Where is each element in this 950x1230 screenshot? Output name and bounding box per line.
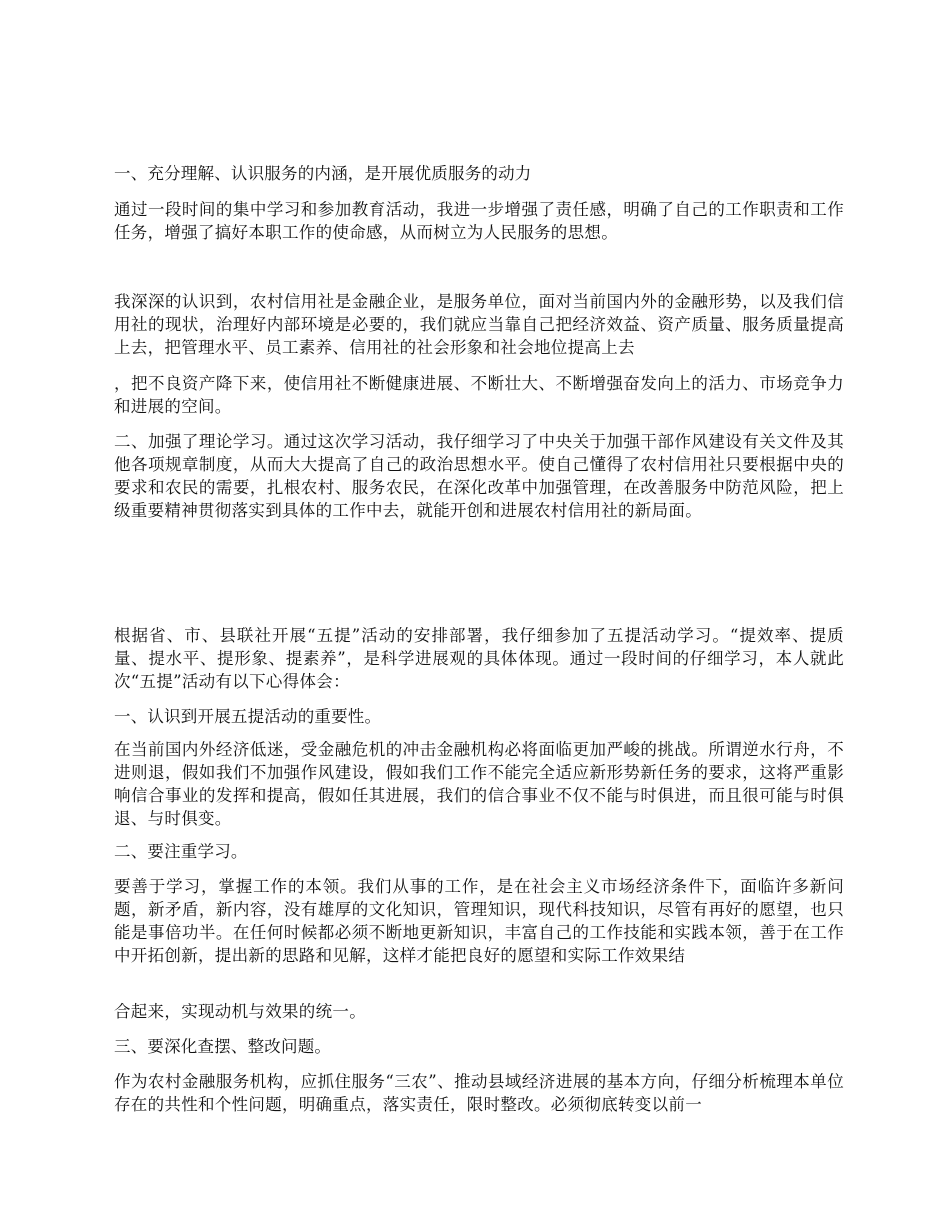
paragraph-study-intro: 通过一段时间的集中学习和参加教育活动，我进一步增强了责任感，明确了自己的工作职责和工作任务，增强了搞好本职工作的使命感，从而树立为人民服务的思想。 <box>114 200 844 242</box>
paragraph-motive-effect: 合起来，实现动机与效果的统一。 <box>114 1002 366 1021</box>
paragraph-five-improvements-intro: 根据省、市、县联社开展“五提”活动的安排部署，我仔细参加了五提活动学习。“提效率、提质量、提水平、提形象、提素养”，是科学进展观的具体体现。通过一段时间的仔细学习，本人就此次“五提”活动有以下心得体会： <box>114 626 844 691</box>
paragraph-rural-finance: 作为农村金融服务机构，应抓住服务“三农”、推动县域经济进展的基本方向，仔细分析梳理本单位存在的共性和个性问题，明确重点，落实责任，限时整改。必须彻底转变以前一 <box>114 1072 844 1114</box>
paragraph-theory-study: 二、加强了理论学习。通过这次学习活动，我仔细学习了中央关于加强干部作风建设有关文件及其他各项规章制度，从而大大提高了自己的政治思想水平。使自己懂得了农村信用社只要根据中央的要求和农民的需要，扎根农村、服务农民，在深化改革中加强管理，在改善服务中防范风险，把上级重要精神贯彻落实到具体的工作中去，就能开创和进展农村信用社的新局面。 <box>114 432 844 520</box>
section-heading-importance: 一、认识到开展五提活动的重要性。 <box>114 707 382 726</box>
section-heading-rectify-problems: 三、要深化查摆、整改问题。 <box>114 1037 332 1056</box>
paragraph-credit-union-role: 我深深的认识到，农村信用社是金融企业，是服务单位，面对当前国内外的金融形势，以及我们信用社的现状，治理好内部环境是必要的，我们就应当靠自己把经济效益、资产质量、服务质量提高上去，把管理水平、员工素养、信用社的社会形象和社会地位提高上去 <box>114 292 844 357</box>
paragraph-economic-challenge: 在当前国内外经济低迷，受金融危机的冲击金融机构必将面临更加严峻的挑战。所谓逆水行舟，不进则退，假如我们不加强作风建设，假如我们工作不能完全适应新形势新任务的要求，这将严重影响信合事业的发挥和提高，假如任其进展，我们的信合事业不仅不能与时俱进，而且很可能与时俱退、与时俱变。 <box>114 740 844 828</box>
paragraph-reduce-bad-assets: ，把不良资产降下来，使信用社不断健康进展、不断壮大、不断增强奋发向上的活力、市场竞争力和进展的空间。 <box>114 374 844 416</box>
section-heading-focus-learning: 二、要注重学习。 <box>114 842 248 861</box>
paragraph-learning-skills: 要善于学习，掌握工作的本领。我们从事的工作，是在社会主义市场经济条件下，面临许多新问题，新矛盾，新内容，没有雄厚的文化知识，管理知识，现代科技知识，尽管有再好的愿望，也只能是事倍功半。在任何时候都必须不断地更新知识，丰富自己的工作技能和实践本领，善于在工作中开拓创新，提出新的思路和见解，这样才能把良好的愿望和实际工作效果结 <box>114 877 844 965</box>
section-heading-understand-service: 一、充分理解、认识服务的内涵，是开展优质服务的动力 <box>114 164 532 183</box>
